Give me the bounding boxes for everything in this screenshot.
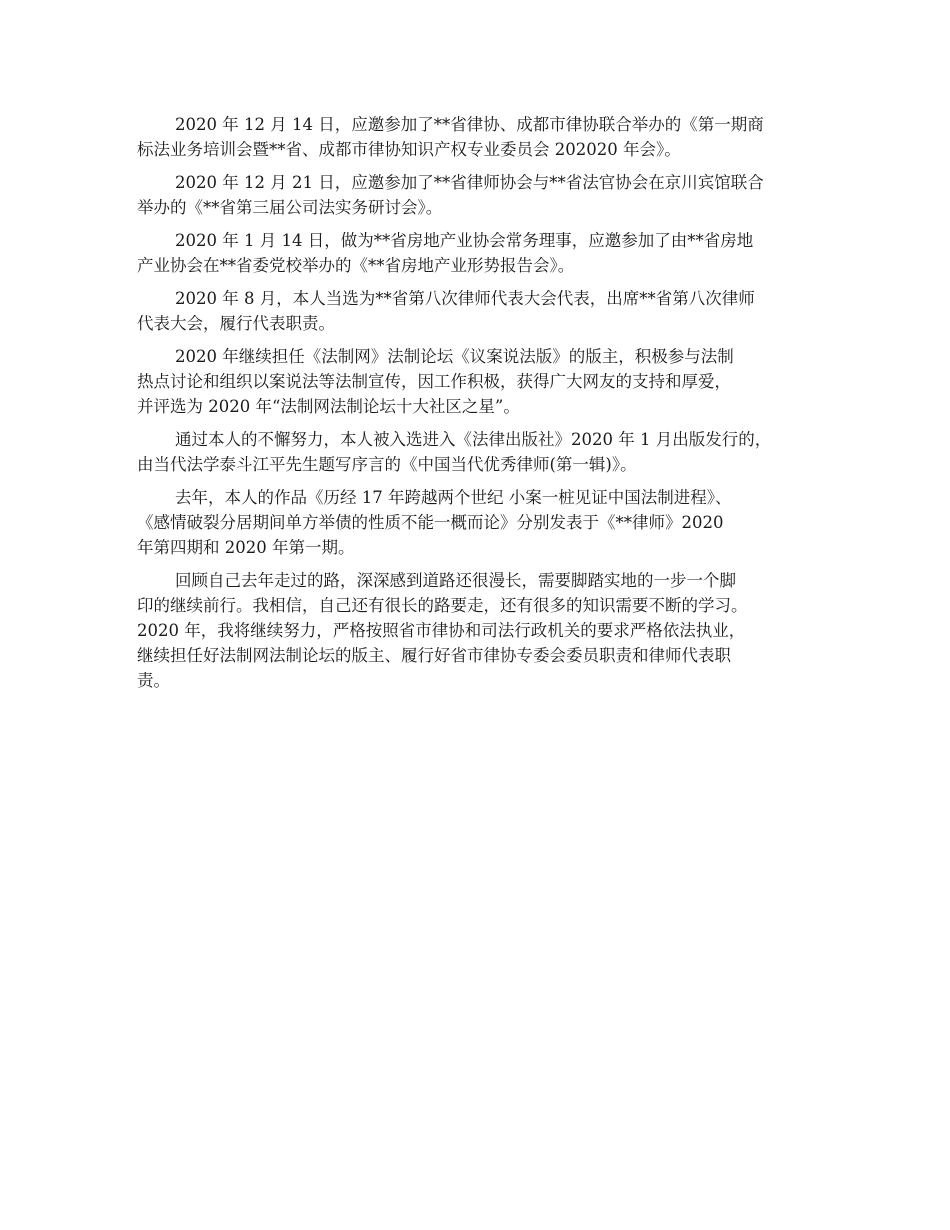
text-line: 并评选为 2020 年“法制网法制论坛十大社区之星”。 (137, 397, 520, 416)
text-line: 印的继续前行。我相信，自己还有很长的路要走，还有很多的知识需要不断的学习。 (137, 596, 748, 615)
paragraph-6 (137, 427, 817, 477)
text-line: 2020 年 12 月 21 日，应邀参加了**省律师协会与**省法官协会在京川宾馆联合 (175, 173, 764, 192)
text-line: 举办的《**省第三届公司法实务研讨会》。 (137, 198, 443, 217)
text-line: 责。 (137, 671, 170, 690)
paragraph-8 (137, 568, 817, 693)
text-line: 继续担任好法制网法制论坛的版主、履行好省市律协专委会委员职责和律师代表职 (137, 646, 731, 665)
paragraph-5 (137, 344, 817, 419)
text-line: 通过本人的不懈努力，本人被入选进入《法律出版社》2020 年 1 月出版发行的， (175, 430, 772, 449)
text-line: 2020 年 12 月 14 日，应邀参加了**省律协、成都市律协联合举办的《第一期商 (175, 115, 764, 134)
text-line: 2020 年继续担任《法制网》法制论坛《议案说法版》的版主，积极参与法制 (175, 347, 734, 366)
paragraph-3 (137, 228, 817, 278)
text-line: 代表大会，履行代表职责。 (137, 314, 335, 333)
text-line: 产业协会在**省委党校举办的《**省房地产业形势报告会》。 (137, 256, 575, 275)
paragraph-2 (137, 170, 817, 220)
document-body (137, 112, 817, 701)
text-line: 热点讨论和组织以案说法等法制宣传，因工作积极，获得广大网友的支持和厚爱， (137, 372, 731, 391)
text-line: 《感情破裂分居期间单方举债的性质不能一概而论》分别发表于《**律师》2020 (137, 513, 724, 532)
text-line: 2020 年，我将继续努力，严格按照省市律协和司法行政机关的要求严格依法执业， (137, 621, 746, 640)
text-line: 2020 年 1 月 14 日，做为**省房地产业协会常务理事，应邀参加了由**省房地 (175, 231, 754, 250)
text-line: 去年，本人的作品《历经 17 年跨越两个世纪 小案一桩见证中国法制进程》、 (175, 488, 732, 507)
text-line: 回顾自己去年走过的路，深深感到道路还很漫长，需要脚踏实地的一步一个脚 (175, 571, 736, 590)
paragraph-1 (137, 112, 817, 162)
text-line: 2020 年 8 月，本人当选为**省第八次律师代表大会代表，出席**省第八次律师 (175, 289, 755, 308)
paragraph-7 (137, 485, 817, 560)
text-line: 标法业务培训会暨**省、成都市律协知识产权专业委员会 202020 年会》。 (137, 140, 681, 159)
text-line: 由当代法学泰斗江平先生题写序言的《中国当代优秀律师(第一辑)》。 (137, 455, 637, 474)
paragraph-4 (137, 286, 817, 336)
text-line: 年第四期和 2020 年第一期。 (137, 538, 355, 557)
